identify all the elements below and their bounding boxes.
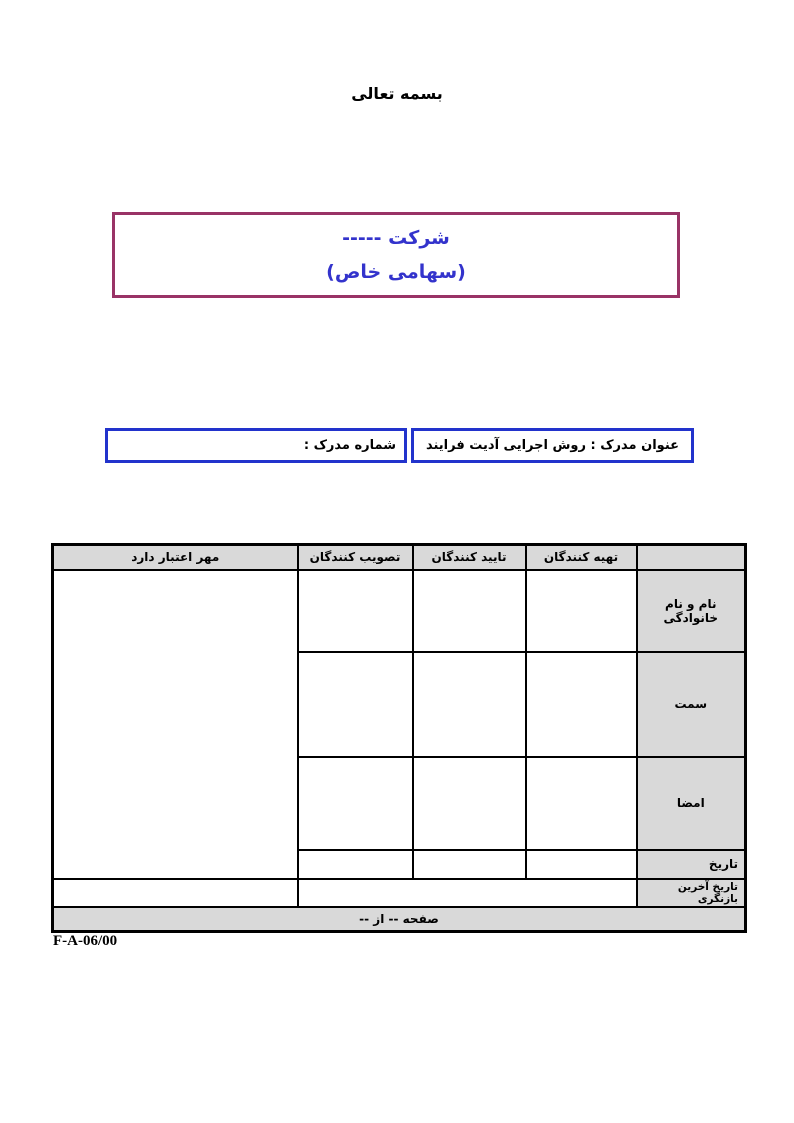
cell-date-preparers [526, 850, 637, 879]
row-label-signature: امضا [637, 757, 746, 850]
document-number-cell: شماره مدرک : [105, 428, 407, 463]
cell-date-approvers [298, 850, 413, 879]
page-number-cell: صفحه -- از -- [53, 907, 746, 932]
form-code-text: F-A-06/00 [53, 933, 118, 949]
row-label-full-name: نام و نام خانوادگی [637, 570, 746, 652]
company-box [112, 212, 680, 298]
approval-signature-table [51, 543, 747, 933]
header-preparers: تهیه کنندگان [526, 545, 637, 570]
document-title-bar [105, 428, 694, 463]
header-row-label-blank [637, 545, 746, 570]
cell-fullname-approvers [298, 570, 413, 652]
cell-position-preparers [526, 652, 637, 757]
document-title-cell: عنوان مدرک : روش اجرایی آدیت فرایند [411, 428, 694, 463]
cell-signature-reviewers [413, 757, 526, 850]
header-stamp: مهر اعتبار دارد [53, 545, 298, 570]
cell-date-reviewers [413, 850, 526, 879]
table-header-row [53, 545, 746, 570]
cell-last-revision-stamp [53, 879, 298, 907]
cell-position-reviewers [413, 652, 526, 757]
company-type-line: (سهامی خاص) [326, 261, 466, 283]
row-label-date: تاریخ [637, 850, 746, 879]
company-name-line: شرکت ----- [342, 227, 450, 249]
cell-fullname-reviewers [413, 570, 526, 652]
row-label-last-revision: تاریخ آخرین بازنگری [637, 879, 746, 907]
cell-fullname-preparers [526, 570, 637, 652]
cell-signature-preparers [526, 757, 637, 850]
bismillah-text: بسمه تعالی [351, 84, 443, 103]
header-reviewers: تایید کنندگان [413, 545, 526, 570]
full-name-row [53, 570, 746, 652]
cell-signature-approvers [298, 757, 413, 850]
last-revision-row [53, 879, 746, 907]
cell-position-approvers [298, 652, 413, 757]
header-approvers: تصویب کنندگان [298, 545, 413, 570]
page-number-row [53, 907, 746, 932]
cell-last-revision-value [298, 879, 637, 907]
row-label-position: سمت [637, 652, 746, 757]
stamp-area-cell [53, 570, 298, 879]
